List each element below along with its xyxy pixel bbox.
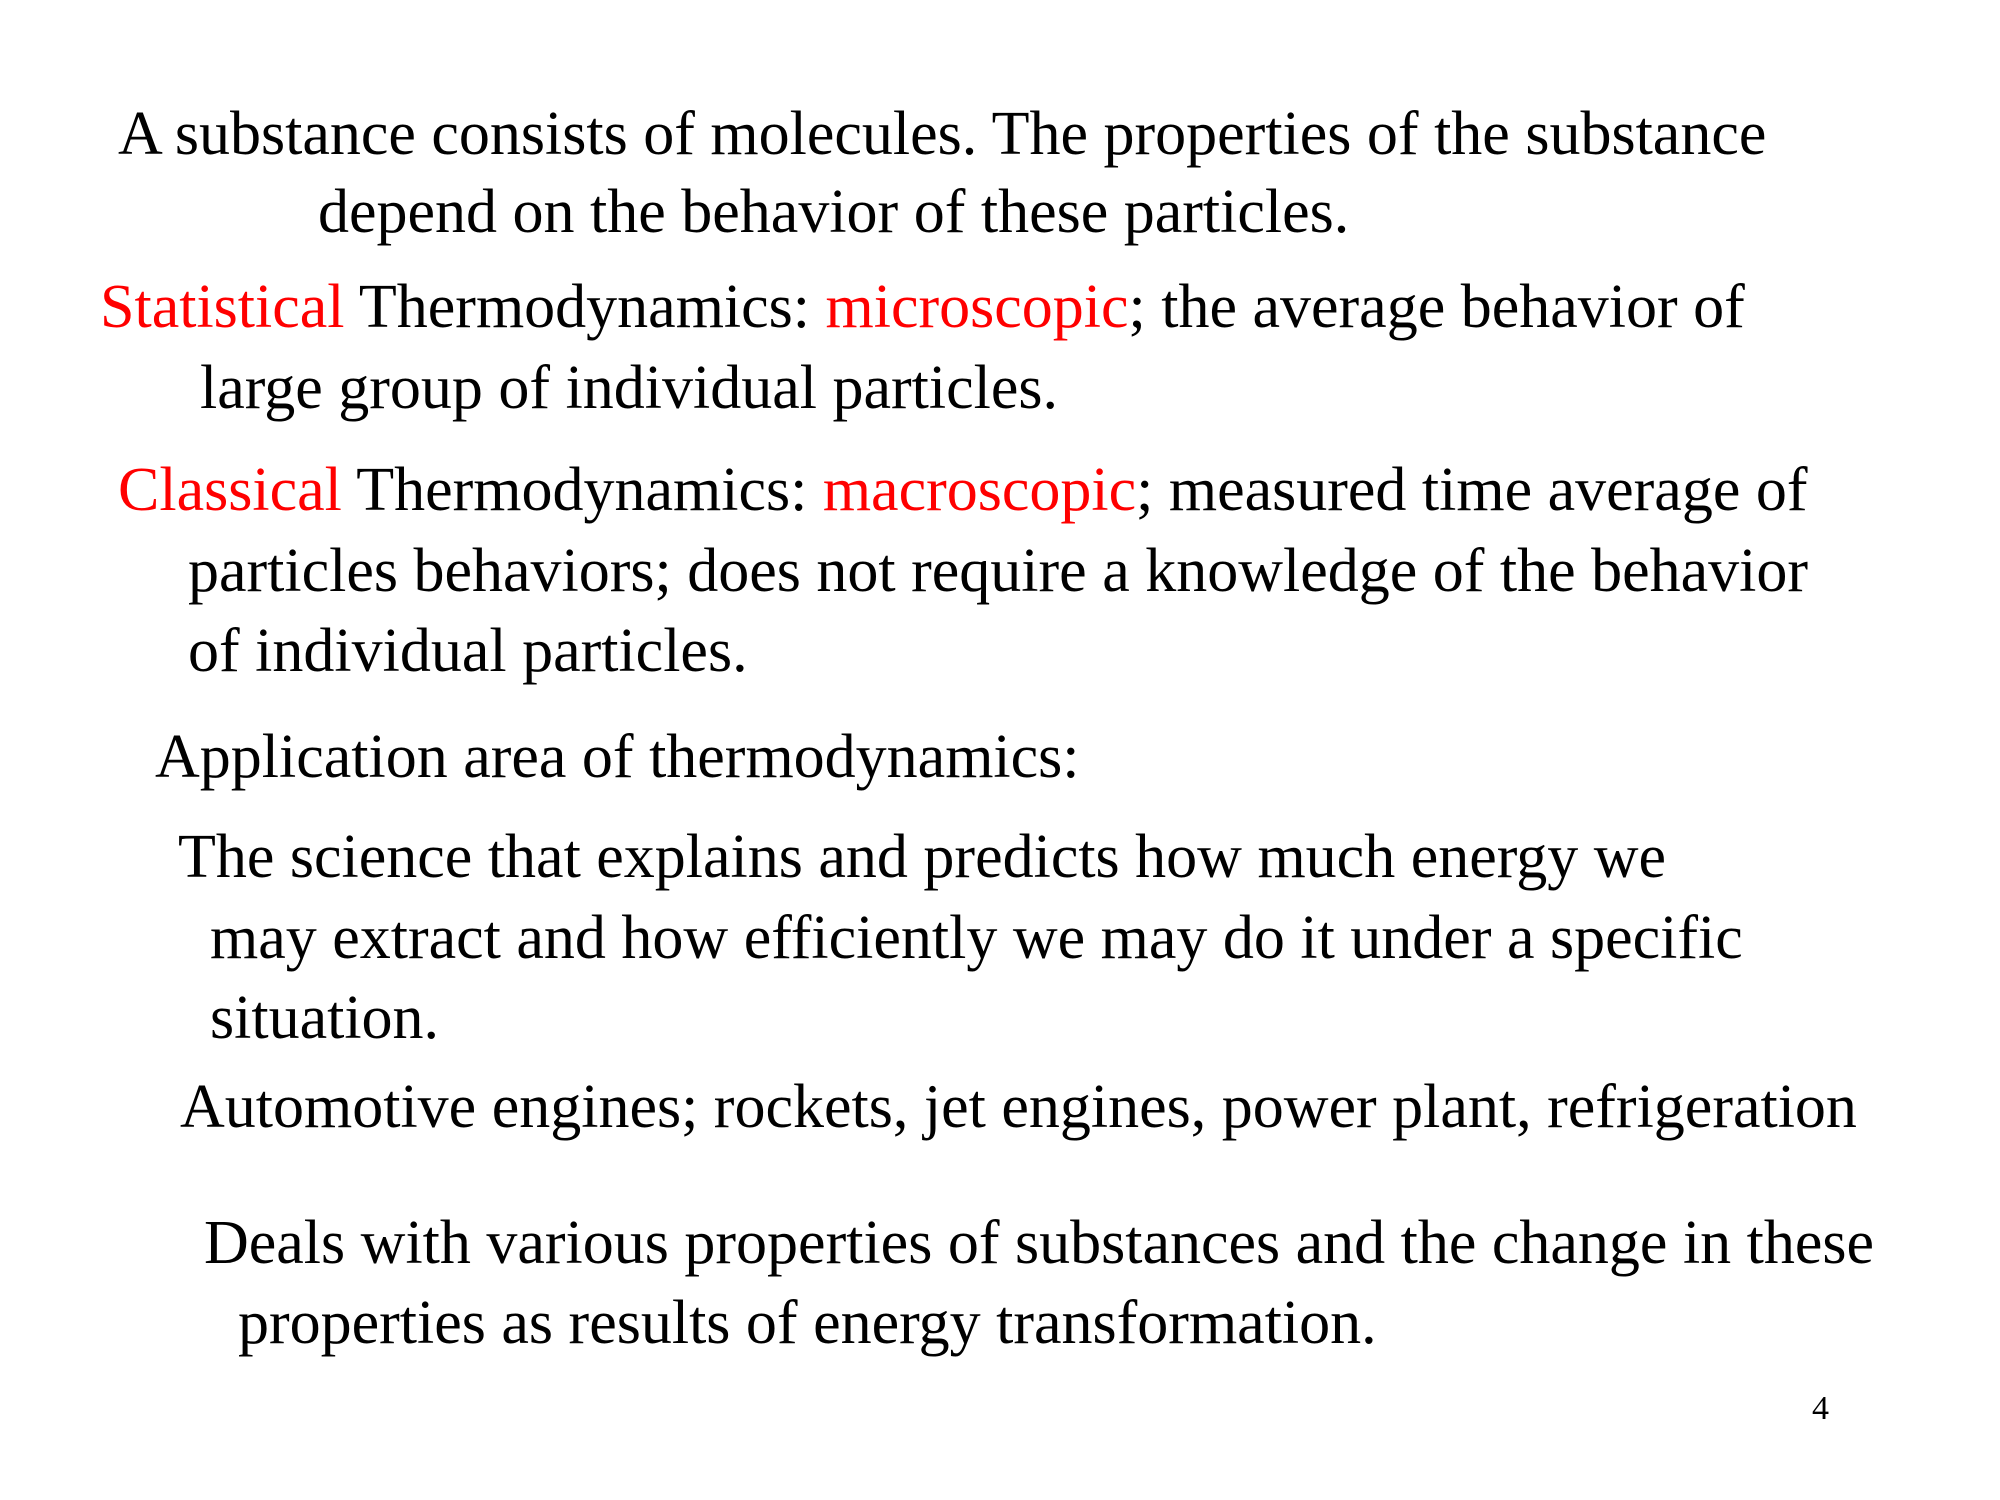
statistical-term: Statistical <box>100 273 345 341</box>
macroscopic-term: macroscopic <box>822 456 1137 524</box>
statistical-line-2: large group of individual particles. <box>200 354 1059 422</box>
science-line-1: The science that explains and predicts how much energy we <box>178 823 1667 891</box>
classical-label: Thermodynamics: <box>341 456 823 524</box>
intro-line-1: A substance consists of molecules. The properties of the substance <box>118 100 1767 168</box>
page-number: 4 <box>1812 1390 1829 1427</box>
classical-term: Classical <box>118 456 342 524</box>
statistical-label: Thermodynamics: <box>344 273 826 341</box>
classical-line-2: particles behaviors; does not require a knowledge of the behavior <box>188 537 1809 605</box>
application-heading: Application area of thermodynamics: <box>155 723 1080 791</box>
intro-line-2: depend on the behavior of these particles. <box>318 178 1350 246</box>
classical-line-1 <box>118 456 1808 524</box>
statistical-line-1 <box>100 273 1745 341</box>
classical-line-3: of individual particles. <box>188 617 748 685</box>
examples-line: Automotive engines; rockets, jet engines, power plant, refrigeration <box>180 1073 1857 1141</box>
microscopic-term: microscopic <box>825 273 1129 341</box>
science-line-3: situation. <box>210 984 440 1052</box>
deals-line-1: Deals with various properties of substances and the change in these <box>204 1209 1875 1277</box>
science-line-2: may extract and how efficiently we may do it under a specific <box>210 904 1743 972</box>
statistical-description: ; the average behavior of <box>1128 273 1745 341</box>
classical-description: ; measured time average of <box>1136 456 1808 524</box>
deals-line-2: properties as results of energy transformation. <box>238 1289 1377 1357</box>
